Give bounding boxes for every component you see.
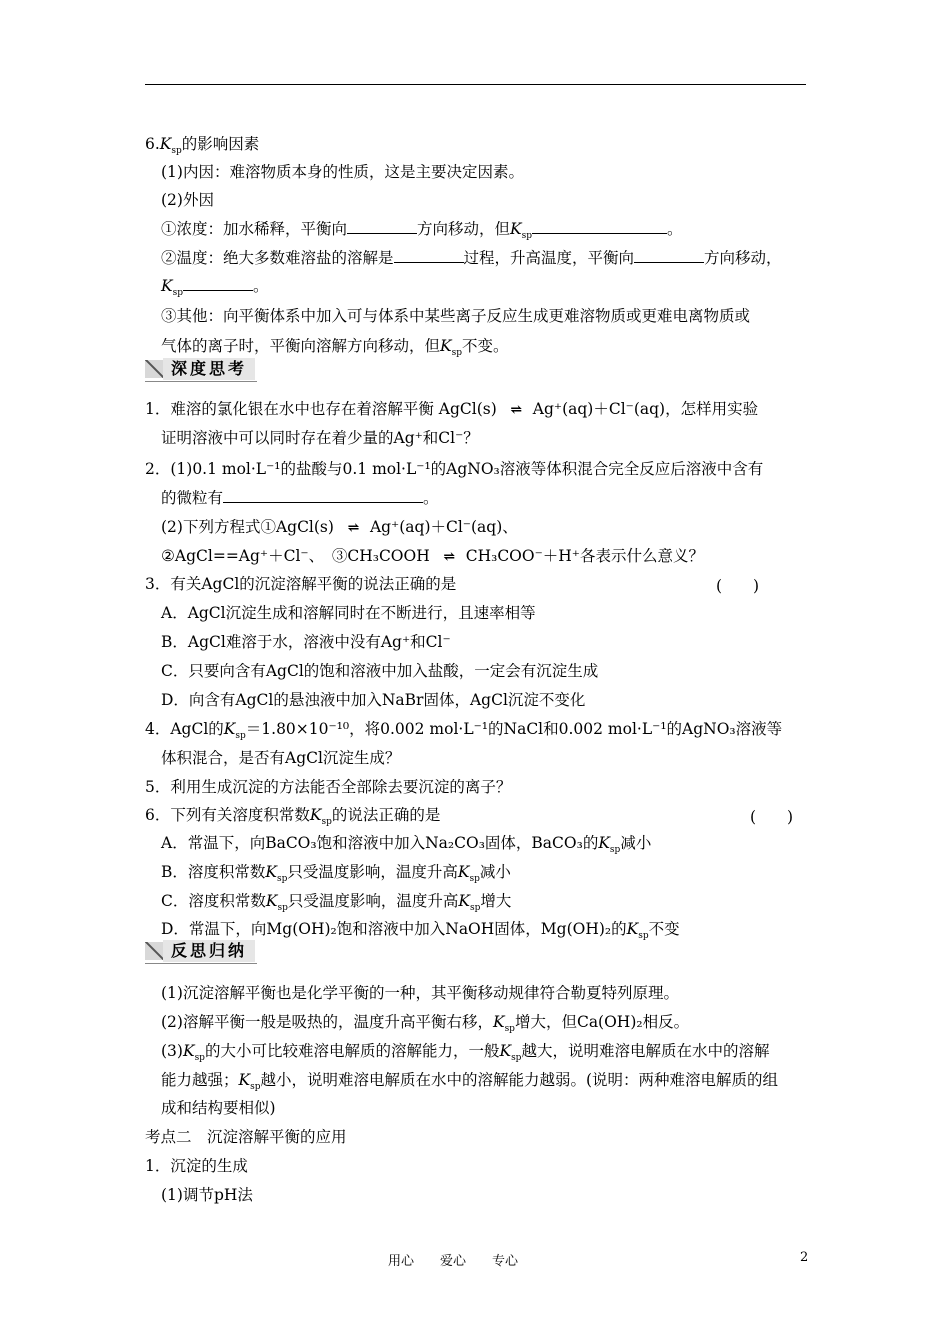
header-corner-icon [145,360,163,378]
q3-option-d: D．向含有AgCl的悬浊液中加入NaBr固体，AgCl沉淀不变化 [161,691,586,709]
blank[interactable] [183,276,253,291]
section-header-reflection: 反思归纳 [145,940,255,962]
q3-stem: 3．有关AgCl的沉淀溶解平衡的说法正确的是 [145,575,457,593]
q6-option-c: C．溶度积常数$K_{sp}$只受温度影响，温度升高$K_{sp}$增大 [161,892,512,914]
blank[interactable] [532,219,667,234]
q1-line2: 证明溶液中可以同时存在着少量的Ag⁺和Cl⁻？ [161,429,479,447]
external-factor: (2)外因 [161,191,214,209]
equilibrium-arrow-icon: ⇌ [347,520,357,536]
q3-option-c: C．只要向含有AgCl的饱和溶液中加入盐酸，一定会有沉淀生成 [161,662,599,680]
q2-line4: ②AgCl==Ag⁺＋Cl⁻、 ③CH₃COOH ⇌ CH₃COO⁻＋H⁺各表示什么意义？ [161,547,704,565]
summary-4: 能力越强；$K_{sp}$越小，说明难溶电解质在水中的溶解能力越弱。(说明：两种难溶电解质的组 [161,1071,779,1093]
section2-item1-sub: (1)调节pH法 [161,1186,253,1204]
footer-motto: 用心 爱心 专心 [388,1254,519,1269]
q3-option-b: B．AgCl难溶于水，溶液中没有Ag⁺和Cl⁻ [161,633,451,651]
equilibrium-arrow-icon: ⇌ [510,402,520,418]
q2-line3: (2)下列方程式①AgCl(s) ⇌ Ag⁺(aq)＋Cl⁻(aq)、 [161,518,518,536]
section2-title: 考点二 沉淀溶解平衡的应用 [145,1128,347,1146]
q2-line2: 的微粒有 。 [161,489,439,507]
summary-2: (2)溶解平衡一般是吸热的，温度升高平衡右移，$K_{sp}$增大，但Ca(OH)₂相反。 [161,1013,690,1035]
section6-title: $6.K_{sp}$的影响因素 [145,135,260,157]
summary-1: (1)沉淀溶解平衡也是化学平衡的一种，其平衡移动规律符合勒夏特列原理。 [161,984,679,1002]
answer-parentheses[interactable]: ( ) [716,577,760,595]
section-header-deep-thinking: 深度思考 [145,358,255,380]
other-factor: ③其他：向平衡体系中加入可与体系中某些离子反应生成更难溶物质或更难电离物质或 [161,307,751,325]
temperature-line-2: $K_{sp}$ 。 [161,277,269,299]
equilibrium-arrow-icon: ⇌ [443,549,453,565]
q4-line2: 体积混合，是否有AgCl沉淀生成？ [161,749,401,767]
page-number: 2 [800,1250,809,1265]
summary-5: 成和结构要相似) [161,1099,276,1117]
q4-line1: 4．AgCl的$K_{sp}=1.80\times 10^{-10}$，将0.002 mol·L⁻¹的NaCl和0.002 mol·L⁻¹的AgNO₃溶液等 [145,720,783,742]
q6-option-a: A．常温下，向BaCO₃饱和溶液中加入Na₂CO₃固体，BaCO₃的$K_{sp}$减小 [161,834,652,856]
blank[interactable] [347,219,417,234]
q5: 5．利用生成沉淀的方法能否全部除去要沉淀的离子？ [145,778,512,796]
summary-3: $(3)K_{sp}$的大小可比较难溶电解质的溶解能力，一般$K_{sp}$越大，说明难溶电解质在水中的溶解 [161,1042,770,1064]
header-rule [145,84,806,85]
blank[interactable] [223,488,423,503]
blank[interactable] [634,248,704,263]
q6-stem: 6．下列有关溶度积常数$K_{sp}$的说法正确的是 [145,806,441,828]
section2-item1: 1．沉淀的生成 [145,1157,248,1175]
other-factor-2: 气体的离子时，平衡向溶解方向移动，但$K_{sp}$不变。 [161,337,509,359]
q1-line1: 1．难溶的氯化银在水中也存在着溶解平衡 AgCl(s) ⇌ Ag⁺(aq)＋Cl⁻(aq)，怎样用实验 [145,400,759,418]
q3-option-a: A．AgCl沉淀生成和溶解同时在不断进行，且速率相等 [161,604,536,622]
temperature-line: ②温度：绝大多数难溶盐的溶解是 过程，升高温度，平衡向 方向移动， [161,249,782,267]
answer-parentheses[interactable]: ( ) [750,808,794,826]
concentration-line: ①浓度：加水稀释，平衡向 方向移动，但$K_{sp}$ 。 [161,220,683,242]
internal-factor: (1)内因：难溶物质本身的性质，这是主要决定因素。 [161,163,524,181]
blank[interactable] [394,248,464,263]
q2-line1: 2．(1)0.1 mol·L⁻¹的盐酸与0.1 mol·L⁻¹的AgNO₃溶液等体积混合完全反应后溶液中含有 [145,460,764,478]
q6-option-b: B．溶度积常数$K_{sp}$只受温度影响，温度升高$K_{sp}$减小 [161,863,511,885]
q6-option-d: D．常温下，向Mg(OH)₂饱和溶液中加入NaOH固体，Mg(OH)₂的$K_{sp}$不变 [161,920,680,942]
header-corner-icon [145,942,163,960]
